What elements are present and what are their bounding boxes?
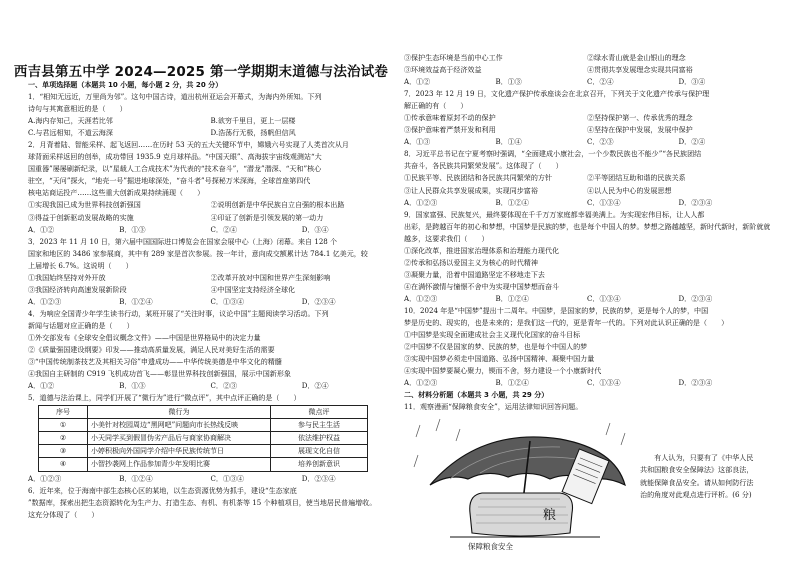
table-header-index: 序号	[39, 406, 88, 419]
question-line: 6．近年来，位于海南中部生态核心区的某地，以生态资源优势为抓手，建设“生态家底	[28, 485, 297, 495]
right-questions	[404, 52, 770, 413]
answer-option: C．①③④	[210, 296, 245, 306]
statement-pair	[404, 185, 770, 197]
statement-item: D.浩荡行无极，扬帆但信风	[210, 128, 296, 138]
answer-option: D．②④	[678, 137, 706, 147]
answer-option: B．①③	[119, 224, 146, 234]
question-line: 1．“相知无远近，万里尚为邻”。这句中国古诗，道出杭州亚运会开幕式，为海内外所知。下列	[28, 92, 322, 102]
left-column	[28, 79, 393, 521]
question-line: 4．为响应全国青少年学生读书行动，某班开展了“关注时事，议论中国”主题阅读学习活动。下列	[28, 308, 329, 318]
statement-pair	[404, 52, 770, 64]
question-line: 10．2024 年是“中国梦”提出十二周年。中国梦，是国家的梦，民族的梦，更是每个人的梦，中国	[404, 305, 709, 315]
question-line: ①中国梦是实现全面建成社会主义现代化国家的奋斗目标	[404, 330, 581, 340]
statement-pair	[404, 64, 770, 76]
table-cell: 展现文化自信	[271, 445, 368, 458]
answer-option: C．①③④	[587, 197, 621, 207]
question-line: 越多，这要求我们（ ）	[404, 233, 489, 243]
question-line: ②《质量强国建设纲要》印发——推动高质量发展，满足人民对美好生活的需要	[28, 345, 275, 355]
statement-item: A.海内存知己，天涯若比邻	[28, 116, 113, 126]
statement-item: ④坚持在保护中发展，发展中保护	[587, 125, 693, 135]
question-line: ③实现中国梦必须走中国道路、弘扬中国精神、凝聚中国力量	[404, 354, 595, 364]
answer-option: B．①②④	[495, 293, 529, 303]
answer-option: C．②④	[210, 224, 238, 234]
question-line: 上届增长 6.7%。这说明（ ）	[28, 260, 133, 270]
statement-item: ①我国始终坚持对外开放	[28, 272, 106, 282]
question-line: ①深化改革，推进国家治理体系和治理能力现代化	[404, 245, 560, 255]
statement-item: ④以人民为中心的发展思想	[587, 185, 672, 195]
statement-item: ③保护生态环境是当前中心工作	[404, 53, 503, 62]
table-row	[39, 432, 368, 445]
question-line: ④我国自主研制的 C919 飞机成功首飞——彰显世界科技创新强国，展示中国新形象	[28, 369, 291, 379]
statement-item: ①实现我国已成为世界科技创新强国	[28, 200, 141, 210]
answer-option: A．①②③	[404, 293, 438, 303]
statement-item: ③让人民群众共享发展成果，实现同步富裕	[404, 185, 538, 195]
statement-item: ③环境效益高于经济效益	[404, 65, 482, 75]
table-cell: 培养创新意识	[271, 458, 368, 471]
question-line: ③凝聚力量，沿着中国道路坚定不移地走下去	[404, 269, 545, 279]
question-line: 梦是历史的、现实的，也是未来的；是我们这一代的，更是青年一代的。下列对此认识正确的是（ ）	[404, 318, 729, 328]
answer-option: A．①②	[28, 224, 55, 234]
left-questions-continued	[28, 473, 393, 521]
answer-option: B．①④	[495, 137, 522, 147]
statement-item: ③我国经济转向高速发展新阶段	[28, 284, 127, 294]
table-header-action: 微行为	[88, 406, 271, 419]
answer-option: B．①②④	[119, 473, 153, 483]
question-line: 球背面采样返回的创举，成功带回 1935.9 克月球样品。“中国天眼”、高海拔宇宙线观测站“大	[28, 152, 322, 162]
statement-item: ④贯彻共享发展理念实现共同富裕	[587, 65, 693, 75]
question-line: ④在满怀激情与憧憬不舍中为实现中国梦想而奋斗	[404, 281, 560, 291]
question-line: ②中国梦不仅是国家的梦、民族的梦，也是每个中国人的梦	[404, 342, 588, 352]
question-line: 共奋斗，各民族共同繁荣发展”。这体现了（ ）	[404, 161, 563, 171]
question-line: 8．习近平总书记在宁夏考察时强调，“全面建成小康社会，一个少数民族也不能少”“各民族团结	[404, 149, 702, 159]
answer-option: C．②③	[210, 381, 238, 391]
right-column	[404, 52, 770, 413]
question-line: ”数据库，探索出把生态资源转化为生产力、打造生态、有机、有机茶等 15 个种植项目，使当地居民普遍增收。	[28, 497, 377, 507]
answer-option: D．③④	[678, 77, 706, 87]
statement-item: ②改革开放对中国和世界产生深刻影响	[210, 272, 331, 282]
answer-option: A．①②③	[28, 473, 62, 483]
statement-item: ②平等团结互助和谐的民族关系	[587, 173, 686, 183]
statement-item: ④印证了创新是引领发展的第一动力	[210, 212, 324, 222]
question-line: 这充分体现了（ ）	[28, 509, 99, 519]
answer-options	[404, 377, 770, 389]
answer-option: D．②④	[301, 381, 329, 391]
statement-pair	[28, 127, 393, 139]
question-line: 5．道德与法治课上，同学们开展了“微行为”进行“微点评”，其中点评正确的是（ ）	[28, 393, 301, 403]
answer-option: D．②③④	[678, 197, 713, 207]
question-line: ①外交部发布《全球安全倡议概念文件》——中国是世界格局中的决定力量	[28, 332, 261, 342]
statement-pair	[28, 115, 393, 127]
answer-options	[404, 197, 770, 209]
answer-option: B．①③	[495, 77, 522, 87]
statement-item: ①民族平等、民族团结和各民族共同繁荣的方针	[404, 173, 552, 183]
answer-option: B．①②④	[495, 197, 529, 207]
answer-option: D．②③④	[301, 473, 336, 483]
question11-text	[640, 452, 770, 501]
grain-sack	[470, 493, 573, 536]
statement-item: ④中国坚定支持经济全球化	[210, 284, 296, 294]
answer-option: A．①②	[404, 77, 431, 87]
question-line: 共和国粮食安全保障法》这部良法，	[640, 465, 754, 475]
statement-item: C.与君远相知，不道云海深	[28, 128, 113, 138]
table-cell: 小婷积极向外国同学介绍中华民族传统节日	[88, 445, 271, 458]
table-cell: 依法维护权益	[271, 432, 368, 445]
table-row	[39, 458, 368, 471]
table-cell: 小天同学买到假冒伪劣产品后与商家协商解决	[88, 432, 271, 445]
question-line: 核电站商运投产……这些重大创新成果持续涌现（ ）	[28, 188, 205, 198]
answer-options	[404, 76, 770, 88]
answer-options	[28, 380, 393, 392]
section-heading: 一、单项选择题（本题共 10 小题，每小题 2 分，共 20 分）	[28, 80, 223, 89]
question-line: 新闻与话题对应正确的是（ ）	[28, 320, 134, 330]
question-line: ④实现中国梦要凝心聚力，锲而不舍，努力建设一个小康新时代	[404, 366, 602, 376]
exam-title: 西吉县第五中学 2024—2025 第一学期期末道德与法治试卷	[13, 64, 389, 80]
statement-item: ①传承意味着原封不动的保护	[404, 113, 496, 123]
question-line: 11．观察漫画“保障粮食安全”，运用法律知识回答问题。	[404, 402, 583, 412]
answer-option: B．①②④	[119, 296, 153, 306]
question-line: 国家和地区的 3486 家参展商，其中有 289 家是首次参展。按一年计，意向成交额累计达 784.1 亿美元，较	[28, 248, 368, 258]
question-line: 7．2023 年 12 月 19 日，文化遗产保护传承座谈会在北京召开，下列关于文化遗产传承与保护理	[404, 89, 710, 99]
table-cell: ①	[39, 419, 88, 432]
table-row	[39, 419, 368, 432]
statement-item: ③得益于创新驱动发展战略的实施	[28, 212, 134, 222]
answer-option: D．③④	[301, 224, 329, 234]
table-cell: 小智抄袭网上作品参加青少年发明比赛	[88, 458, 271, 471]
question-line: 9．国家富强、民族复兴，最终要体现在千千万万家庭都幸福美满上。为实现宏伟目标，让人人都	[404, 209, 705, 219]
answer-options	[28, 473, 393, 485]
cartoon-caption: 保障粮食安全	[468, 542, 513, 551]
answer-option: D．②③④	[301, 296, 336, 306]
table-cell: ③	[39, 445, 88, 458]
answer-options	[28, 224, 393, 236]
table-header-comment: 微点评	[271, 406, 368, 419]
table-cell: ②	[39, 432, 88, 445]
question-line: 2．月背着陆、智能采样、起飞返回……在历时 53 天的五大关键环节中，嫦娥六号实现了人类首次从月	[28, 140, 349, 150]
answer-option: C．①③④	[587, 293, 621, 303]
question-line: 就能保障食品安全。请从如何防行法	[640, 477, 754, 487]
answer-option: A．①②③	[404, 197, 438, 207]
statement-pair	[404, 124, 770, 136]
statement-item: ②坚持保护第一、传承优秀的理念	[587, 113, 693, 123]
sack-label: 粮	[543, 508, 557, 523]
answer-option: A．①②③	[404, 378, 438, 388]
question-line: 有人认为，只要有了《中华人民	[640, 453, 754, 462]
answer-options	[28, 296, 393, 308]
question-line: ③“中国传统制茶技艺及其相关习俗”申遗成功——中华传统美德是中华文化的精髓	[28, 357, 282, 367]
question-line: 3．2023 年 11 月 10 日，第六届中国国际进口博览会在国家会展中心（上海）闭幕。来自 128 个	[28, 236, 338, 246]
question-line: 国重器”屡屡刷新纪录，以“星载人工合成技术”为代表的“技术奋斗”，“潜龙”潜深、“天和”核心	[28, 164, 322, 174]
statement-pair	[28, 212, 393, 224]
answer-options	[404, 136, 770, 148]
statement-pair	[404, 112, 770, 124]
question5-table	[38, 405, 368, 471]
question-line: 治的角度对此观点进行评析。(6 分)	[640, 489, 752, 499]
statement-pair	[28, 272, 393, 284]
question-line: 解正确的有（ ）	[404, 101, 468, 111]
answer-option: D．②③④	[678, 293, 713, 303]
question-line: ②传承和弘扬以爱国主义为核心的时代精神	[404, 257, 538, 267]
answer-option: B．①②④	[495, 378, 529, 388]
cartoon-image	[410, 415, 635, 545]
answer-option: A．①②③	[28, 296, 62, 306]
answer-option: B．①③	[119, 381, 146, 391]
statement-item: ②说明创新是中华民族自立自强的根本出路	[210, 200, 345, 210]
answer-options	[404, 293, 770, 305]
answer-option: A．①②	[28, 381, 55, 391]
statement-item: ②绿水青山就是金山银山的理念	[587, 53, 686, 62]
statement-item: ③保护意味着严禁开发和利用	[404, 125, 496, 135]
answer-option: A．①③	[404, 137, 431, 147]
table-row	[39, 445, 368, 458]
statement-item: B.欲穷千里目，更上一层楼	[210, 116, 296, 126]
statement-pair	[28, 284, 393, 296]
statement-pair	[28, 199, 393, 211]
answer-option: C．②④	[587, 77, 614, 87]
table-cell: 小美针对校园周边“黑网吧”问题向市长热线反映	[88, 419, 271, 432]
answer-option: C．②③	[587, 137, 614, 147]
section-heading: 二、材料分析题（本题共 3 小题，共 29 分）	[404, 390, 549, 400]
table-cell: ④	[39, 458, 88, 471]
question-line: 出彩，是跨越百年的初心和梦想，中国梦是民族的梦，也是每个中国人的梦。梦想之路越越坚，新时代新时，新阶就就	[404, 221, 770, 231]
statement-pair	[404, 172, 770, 184]
question-line: 诗句与其寓意相近的是（ ）	[28, 104, 127, 114]
answer-option: C．①③④	[210, 473, 245, 483]
left-questions	[28, 79, 393, 404]
table-cell: 参与民主生活	[271, 419, 368, 432]
answer-option: C．①③④	[587, 378, 621, 388]
answer-option: D．②③④	[678, 378, 713, 388]
question-line: 驻空，“天问”探火，“地壳一号”掘进地球深处，“奋斗者”号探秘万米深海，全球首座第四代	[28, 176, 311, 186]
